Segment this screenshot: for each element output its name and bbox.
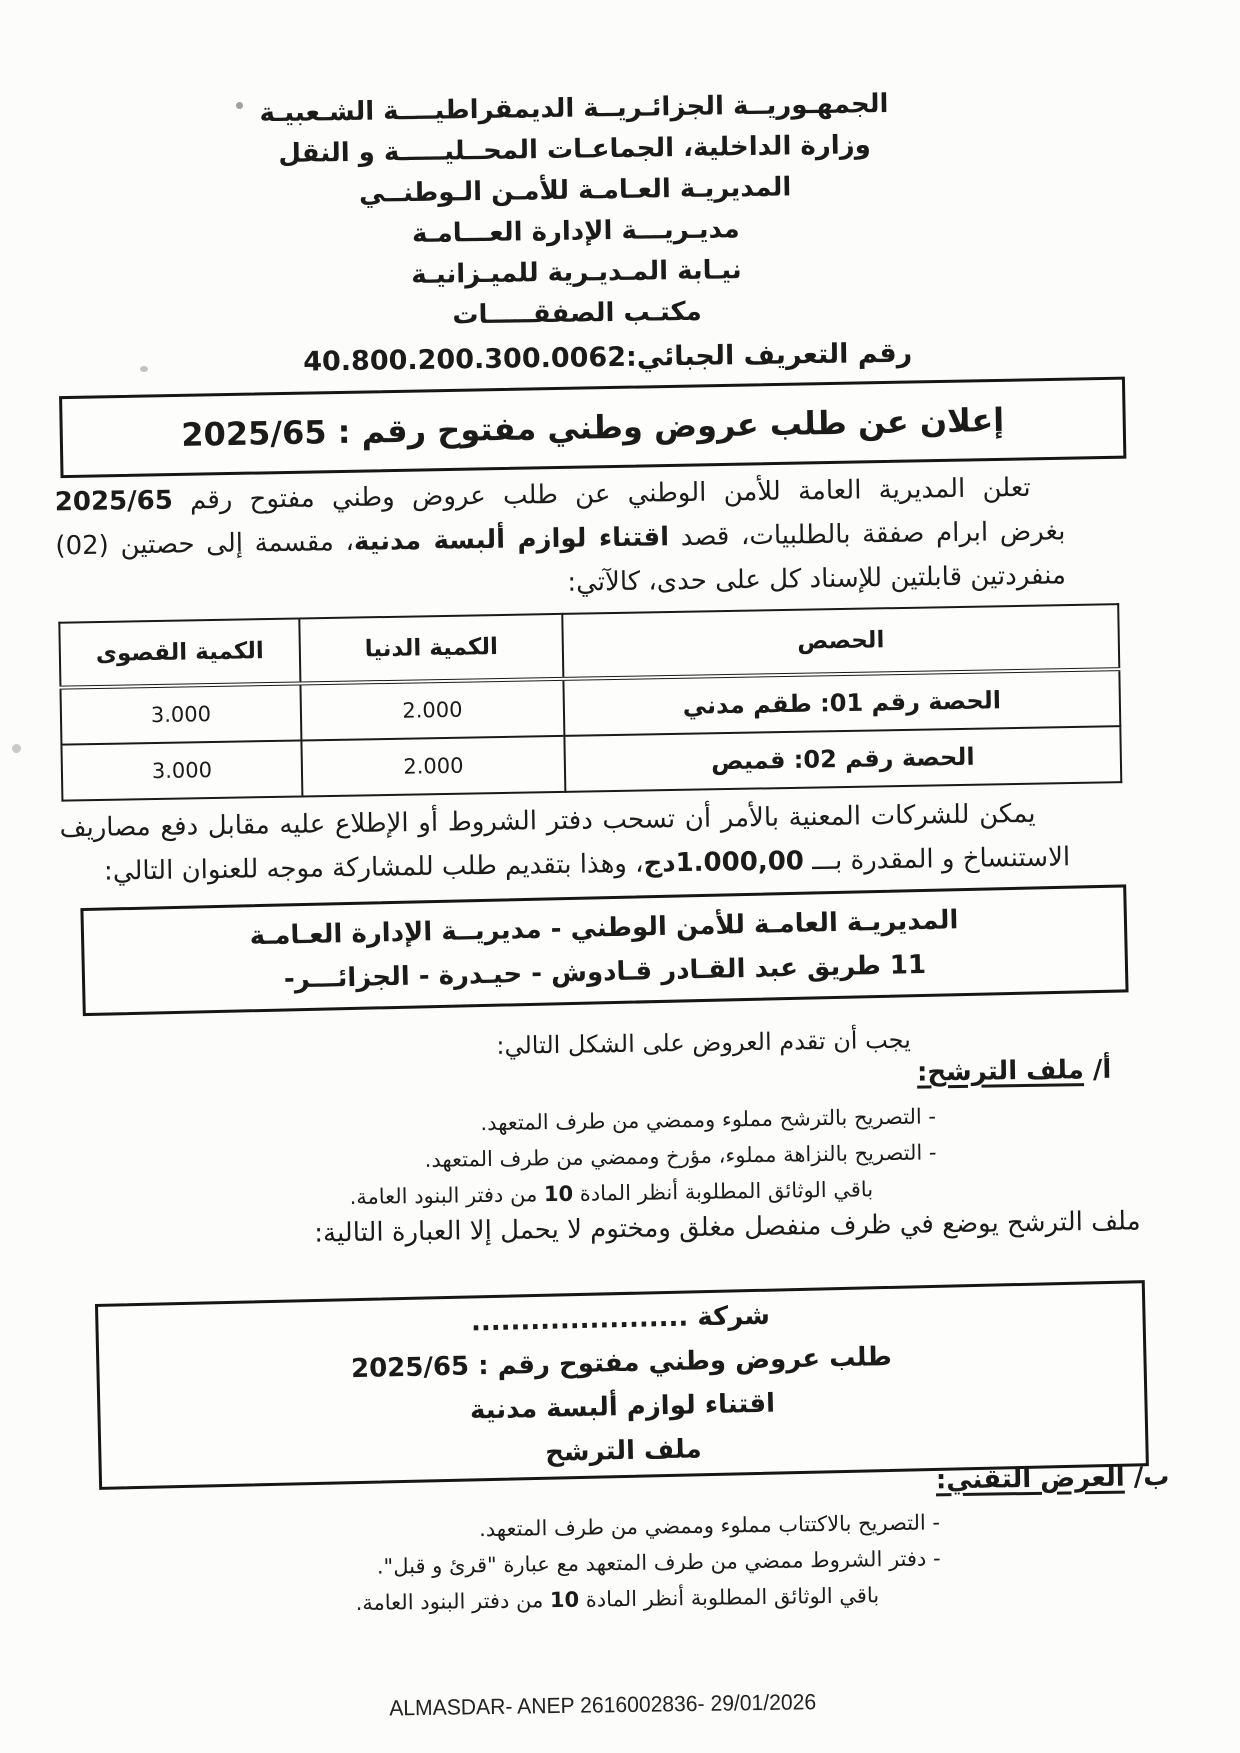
- intro-paragraph: [54, 465, 1066, 612]
- documents-note: باقي الوثائق المطلوبة أنظر المادة 10 من دفتر البنود العامة.: [349, 1177, 874, 1210]
- header-line-markets-office: مكتـب الصفقـــــات: [452, 296, 702, 331]
- ink-speck: [140, 366, 148, 372]
- envelope-instruction-line: ملف الترشح يوضع في ظرف منفصل مغلق ومختوم لا يحمل إلا العبارة التالية:: [314, 1206, 1141, 1249]
- max-qty-column-header: الكمية القصوى: [59, 618, 300, 687]
- min-qty-column-header: الكمية الدنيا: [299, 614, 563, 684]
- min-qty-cell: 2.000: [300, 679, 564, 741]
- max-qty-cell: 3.000: [61, 740, 302, 800]
- bullet-item: - التصريح بالاكتتاب مملوء وممضي من طرف المتعهد.: [478, 1510, 941, 1542]
- envelope-box: [95, 1280, 1149, 1490]
- section-a-title: ملف الترشح:: [916, 1055, 1085, 1088]
- ink-speck: [236, 102, 243, 109]
- address-box: [80, 884, 1128, 1016]
- lots-table: [58, 603, 1122, 801]
- intro-line: بغرض ابرام صفقة بالطلبيات، قصد اقتناء لوازم ألبسة مدنية، مقسمة إلى حصتين (02): [55, 516, 1066, 562]
- bullet-item: - التصريح بالترشح مملوء وممضي من طرف المتعهد.: [480, 1104, 937, 1136]
- header-line-republic: الجمهـوريــة الجزائـريــة الديمقراطيــــة الشـعبيـة: [259, 88, 889, 129]
- lot-name-cell: الحصة رقم 02: قميص: [564, 726, 1121, 792]
- header-line-administration: مديـريـــة الإدارة العـــامـة: [411, 214, 740, 250]
- header-line-dgsn: المديريـة العـامـة للأمـن الـوطنــي: [358, 172, 792, 209]
- tax-id-label: رقم التعريف الجبائي:: [625, 337, 913, 373]
- address-line-1: المديريـة العامـة للأمن الوطني - مديريــة الإدارة العـامـة: [249, 905, 959, 952]
- withdraw-line: يمكن للشركات المعنية بالأمر أن تسحب دفتر الشروط أو الإطلاع عليه مقابل دفع مصاريف: [59, 798, 1036, 844]
- header-line-budget: نيـابة المـديـرية للميـزانيـة: [410, 255, 742, 291]
- section-a-prefix: أ/: [1083, 1054, 1112, 1086]
- envelope-file-line: ملف الترشح: [544, 1434, 703, 1468]
- bullet-item: - دفتر الشروط ممضي من طرف المتعهد مع عبارة "قرئ و قبل".: [376, 1546, 941, 1579]
- header-line-ministry: وزارة الداخلية، الجماعـات المحــليـــــة و النقل: [278, 130, 871, 169]
- min-qty-cell: 2.000: [301, 736, 565, 797]
- ink-speck: [12, 744, 21, 753]
- withdraw-line: الاستنساخ و المقدرة بـــ 1.000,00دج، وهذا بتقديم طلب للمشاركة موجه للعنوان التالي:: [103, 842, 1071, 887]
- section-b-title: العرض التقني:: [935, 1462, 1125, 1496]
- withdraw-paragraph: [59, 791, 1070, 894]
- lots-column-header: الحصص: [562, 604, 1119, 679]
- envelope-tender-line: طلب عروض وطني مفتوح رقم : 2025/65: [350, 1341, 893, 1385]
- tender-title-box: [59, 377, 1126, 479]
- bullet-item: - التصريح بالنزاهة مملوء، مؤرخ وممضي من طرف المتعهد.: [424, 1140, 937, 1172]
- document-header: [0, 80, 1162, 343]
- envelope-company-line: شركة ......................: [470, 1300, 771, 1338]
- intro-line: تعلن المديرية العامة للأمن الوطني عن طلب عروض وطني مفتوح رقم 2025/65: [54, 472, 1031, 518]
- max-qty-cell: 3.000: [60, 683, 301, 744]
- address-line-2: 11 طريق عبد القـادر قـادوش - حيـدرة - الجزائـــر-: [283, 949, 927, 995]
- tender-title: إعلان عن طلب عروض وطني مفتوح رقم : 2025/65: [180, 400, 1005, 454]
- intro-line: منفردتين قابلتين للإسناد كل على حدى، كالآتي:: [567, 560, 1067, 598]
- tax-id-value: 40.800.200.300.0062: [302, 341, 627, 378]
- footer-credit: ALMASDAR- ANEP 2616002836- 29/01/2026: [389, 1689, 817, 1721]
- lot-name-cell: الحصة رقم 01: طقم مدني: [563, 669, 1120, 736]
- section-b-prefix: ب/: [1124, 1461, 1170, 1493]
- offers-format-line: يجب أن تقدم العروض على الشكل التالي:: [496, 1025, 912, 1060]
- documents-note: باقي الوثائق المطلوبة أنظر المادة 10 من دفتر البنود العامة.: [355, 1583, 880, 1616]
- envelope-object-line: اقتناء لوازم ألبسة مدنية: [469, 1388, 776, 1426]
